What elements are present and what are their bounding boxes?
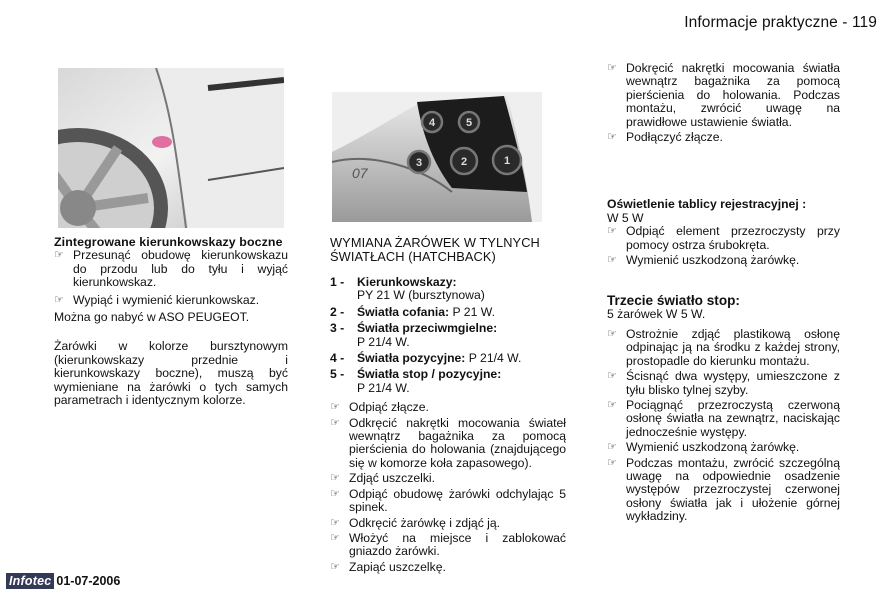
third-brake-light-heading: Trzecie światło stop: [607, 293, 740, 309]
plate-light-heading: Oświetlenie tablicy rejestracyjnej : [607, 197, 807, 212]
pointing-hand-icon: ☞ [330, 487, 340, 500]
side-indicator-photo [58, 68, 284, 228]
section-heading: WYMIANA ŻARÓWEK W TYLNYCH ŚWIATŁACH (HATCHBACK) [330, 235, 540, 264]
infotec-logo: Infotec [6, 573, 54, 589]
model-badge: 07 [352, 165, 368, 181]
instruction-item: ☞ Zdjąć uszczelki. [330, 471, 436, 486]
bulb-list-item: 1 - Kierunkowskazy: PY 21 W (bursztynowa) [330, 275, 485, 303]
instruction-item: ☞ Zapiąć uszczelkę. [330, 559, 446, 574]
instruction-item: ☞ Ostrożnie zdjąć plastikową osłonę odpinając ją na środku z każdej strony, prostopadle do kierunku montażu. [607, 326, 840, 368]
bulb-colour-note: Żarówki w kolorze bursztynowym (kierunkowskazy przednie i kierunkowskazy boczne), muszą być wymieniane na żarówki o tych samych parametrach i identycznym kolorze. [54, 339, 288, 408]
indicator-highlight [152, 136, 172, 148]
side-indicators-section [54, 236, 288, 407]
bulb-list-item: 5 - Światła stop / pozycyjne: P 21/4 W. [330, 367, 502, 395]
rear-lights-section [330, 236, 566, 574]
light-number-1: 1 [503, 155, 511, 167]
page-title: Informacje praktyczne - 119 [684, 14, 877, 31]
pointing-hand-icon: ☞ [607, 398, 617, 411]
instruction-item: ☞ Podłączyć złącze. [607, 130, 723, 145]
pointing-hand-icon: ☞ [607, 456, 617, 469]
pointing-hand-icon: ☞ [607, 370, 617, 383]
instruction-item: ☞ Odpiąć obudowę żarówki odchylając 5 spinek. [330, 486, 566, 515]
pointing-hand-icon: ☞ [54, 293, 64, 306]
bulb-list-item: 2 - Światła cofania: P 21 W. [330, 304, 495, 319]
availability-note: Można go nabyć w ASO PEUGEOT. [54, 310, 250, 325]
instruction-item: ☞ Ścisnąć dwa występy, umieszczone z tyłu blisko tylnej szyby. [607, 369, 840, 397]
pointing-hand-icon: ☞ [54, 249, 64, 262]
footer [6, 573, 120, 589]
pointing-hand-icon: ☞ [330, 560, 340, 573]
third-brake-light-bulbs: 5 żarówek W 5 W. [607, 307, 706, 322]
instruction-item: ☞ Odpiąć złącze. [330, 400, 429, 415]
light-number-4: 4 [428, 117, 436, 129]
pointing-hand-icon: ☞ [330, 416, 340, 429]
rear-light-photo [332, 92, 542, 222]
instruction-item: ☞ Pociągnąć przezroczystą czerwoną osłonę światła na zewnątrz, naciskając jednocześnie występy. [607, 397, 840, 439]
instruction-item: ☞ Włożyć na miejsce i zablokować gniazdo żarówki. [330, 530, 566, 559]
print-date: 01-07-2006 [56, 574, 121, 588]
light-number-2: 2 [460, 156, 468, 168]
pointing-hand-icon: ☞ [330, 401, 340, 414]
instruction-item: ☞ Wymienić uszkodzoną żarówkę. [607, 440, 800, 455]
bulb-list-item: 3 - Światła przeciwmgielne: P 21/4 W. [330, 321, 498, 349]
instruction-item: ☞ Odpiąć element przezroczysty przy pomocy ostrza śrubokręta. [607, 224, 840, 252]
light-number-3: 3 [415, 157, 423, 169]
pointing-hand-icon: ☞ [607, 62, 617, 74]
plate-light-bulb: W 5 W [607, 210, 644, 225]
pointing-hand-icon: ☞ [607, 225, 617, 238]
right-column [607, 62, 840, 524]
instruction-item: ☞ Wypiąć i wymienić kierunkowskaz. [54, 292, 260, 307]
pointing-hand-icon: ☞ [607, 327, 617, 340]
instruction-item: ☞ Odkręcić nakrętki mocowania świateł wewnątrz bagażnika za pomocą pierścienia do holowania (znajdującego się w komorze koła zapasowego). [330, 415, 566, 470]
instruction-item: ☞ Podczas montażu, zwrócić szczególną uwagę na odpowiednie osadzenie występów przezroczystej czerwonej osłony światła jak i ułożenie górnej wykładziny. [607, 455, 840, 524]
instruction-item: ☞ Odkręcić żarówkę i zdjąć ją. [330, 515, 501, 530]
pointing-hand-icon: ☞ [330, 472, 340, 485]
pointing-hand-icon: ☞ [330, 516, 340, 529]
pointing-hand-icon: ☞ [607, 131, 617, 144]
pointing-hand-icon: ☞ [607, 441, 617, 454]
pointing-hand-icon: ☞ [330, 531, 340, 544]
instruction-item: ☞ Wymienić uszkodzoną żarówkę. [607, 253, 800, 268]
section-heading: Zintegrowane kierunkowskazy boczne [54, 235, 283, 249]
light-number-5: 5 [465, 117, 473, 129]
pointing-hand-icon: ☞ [607, 254, 617, 267]
instruction-item: ☞ Przesunąć obudowę kierunkowskazu do przodu lub do tyłu i wyjąć kierunkowskaz. [54, 248, 288, 290]
instruction-item: ☞ Dokręcić nakrętki mocowania światła wewnątrz bagażnika za pomocą pierścienia do holowania. Podczas montażu, zwrócić uwagę na prawidłowe ustawienie światła. [607, 61, 840, 129]
bulb-list-item: 4 - Światła pozycyjne: P 21/4 W. [330, 351, 522, 366]
